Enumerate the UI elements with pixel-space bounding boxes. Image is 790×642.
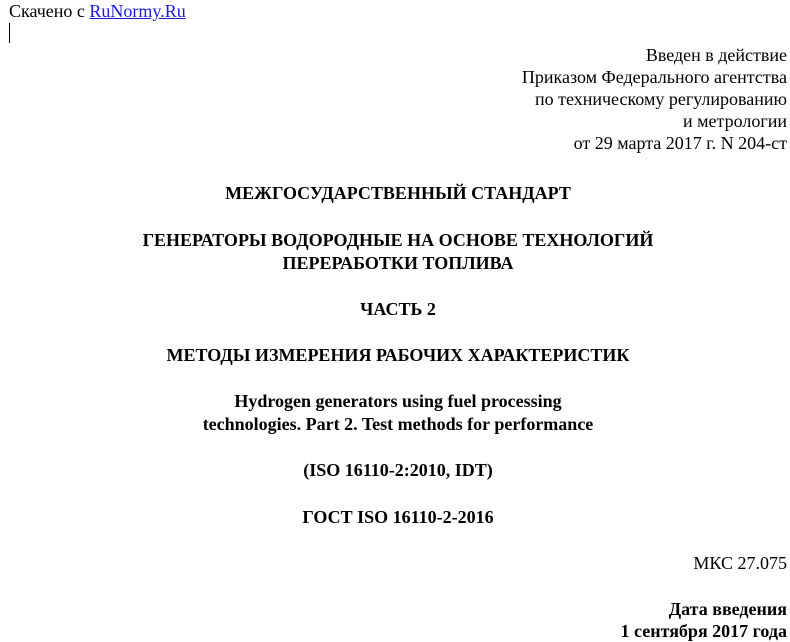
- standard-name: [0, 229, 790, 275]
- english-title: [0, 390, 790, 436]
- download-source: [9, 1, 186, 21]
- intro-date-label: Дата введения: [668, 599, 787, 619]
- standard-name-line: ПЕРЕРАБОТКИ ТОПЛИВА: [282, 253, 514, 273]
- approval-line: и метрологии: [683, 111, 787, 131]
- intro-date-value: 1 сентября 2017 года: [620, 621, 787, 641]
- gost-number: ГОСТ ISO 16110-2-2016: [302, 507, 494, 527]
- intro-date-block: [621, 598, 787, 642]
- approval-block: [522, 44, 787, 154]
- mks-code: МКС 27.075: [693, 553, 787, 573]
- standard-name-line: ГЕНЕРАТОРЫ ВОДОРОДНЫЕ НА ОСНОВЕ ТЕХНОЛОГИЙ: [142, 230, 654, 250]
- approval-line: от 29 марта 2017 г. N 204-ст: [573, 133, 787, 153]
- approval-line: Приказом Федерального агентства: [521, 67, 787, 87]
- standard-part: ЧАСТЬ 2: [360, 299, 436, 319]
- approval-line: Введен в действие: [645, 45, 787, 65]
- text-cursor: [9, 23, 10, 43]
- english-title-line: Hydrogen generators using fuel processing: [234, 391, 562, 411]
- runormy-link[interactable]: RuNormy.Ru: [89, 1, 186, 21]
- english-title-line: technologies. Part 2. Test methods for performance: [202, 414, 594, 434]
- iso-reference: (ISO 16110-2:2010, IDT): [303, 460, 493, 480]
- standard-subtitle: МЕТОДЫ ИЗМЕРЕНИЯ РАБОЧИХ ХАРАКТЕРИСТИК: [166, 345, 630, 365]
- download-prefix: Скачено с: [9, 1, 90, 21]
- standard-type: МЕЖГОСУДАРСТВЕННЫЙ СТАНДАРТ: [225, 183, 571, 203]
- approval-line: по техническому регулированию: [534, 89, 787, 109]
